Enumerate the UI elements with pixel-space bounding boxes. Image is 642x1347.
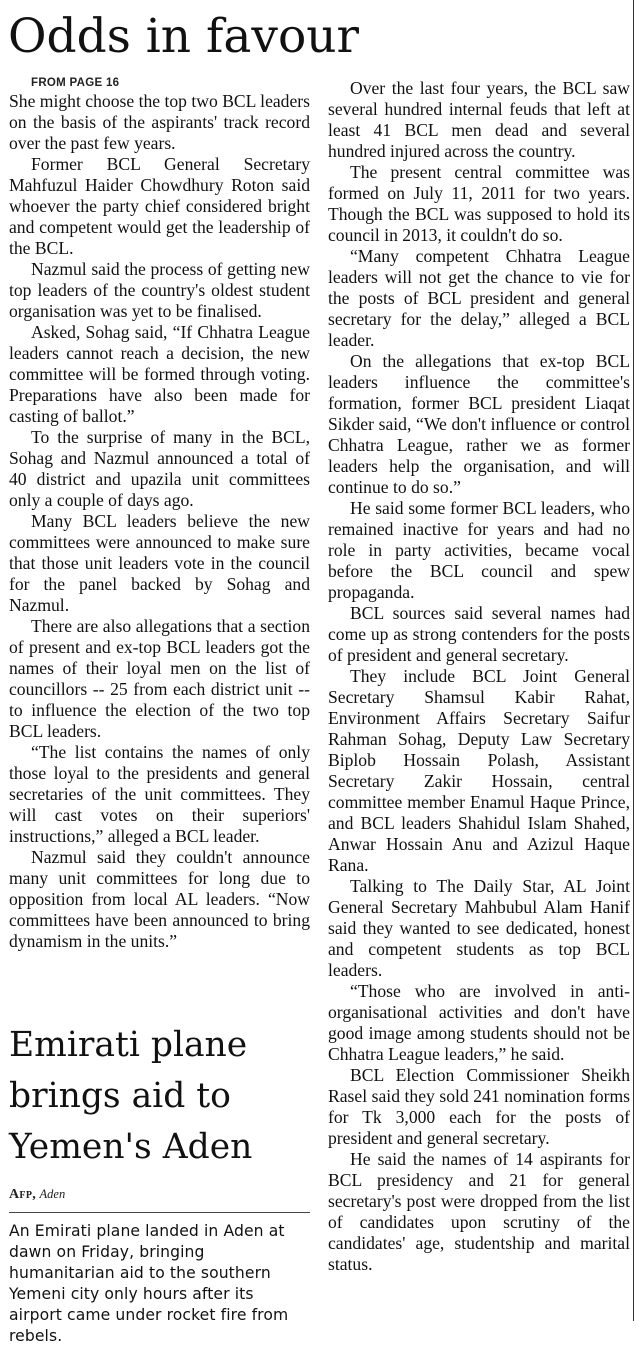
paragraph: There are also allegations that a section of present and ex-top BCL leaders got the names of their loyal men on the list of councillors -- 25 from each district unit -- to influence the election of the two top BCL leaders. xyxy=(9,616,310,741)
paragraph: Nazmul said the process of getting new top leaders of the country's oldest student organisation was yet to be finalised. xyxy=(9,259,310,321)
paragraph: They include BCL Joint General Secretary Shamsul Kabir Rahat, Environment Affairs Secretary Saifur Rahman Sohag, Deputy Law Secretary Biplob Hossain Polash, Assistant Secretary Zakir Hossain, central committee member Enamul Haque Prince, and BCL leaders Shahidul Islam Shahed, Anwar Hossain Anu and Azizul Haque Rana. xyxy=(328,666,630,875)
paragraph: To the surprise of many in the BCL, Sohag and Nazmul announced a total of 40 district and upazila unit committees only a couple of days ago. xyxy=(9,427,310,510)
paragraph: Over the last four years, the BCL saw several hundred internal feuds that left at least 41 BCL men dead and several hundred injured across the country. xyxy=(328,78,630,161)
paragraph: She might choose the top two BCL leaders on the basis of the aspirants' track record over the past few years. xyxy=(9,91,310,153)
paragraph: “The list contains the names of only those loyal to the presidents and general secretaries of the unit committees. They will cast votes on their superiors' instructions,” alleged a BCL leader. xyxy=(9,742,310,846)
byline xyxy=(9,1185,310,1204)
paragraph: He said some former BCL leaders, who remained inactive for years and had no role in party activities, became vocal before the BCL council and spew propaganda. xyxy=(328,498,630,602)
paragraph: Talking to The Daily Star, AL Joint General Secretary Mahbubul Alam Hanif said they wanted to see dedicated, honest and competent students as top BCL leaders. xyxy=(328,876,630,980)
second-story-body: An Emirati plane landed in Aden at dawn on Friday, bringing humanitarian aid to the southern Yemeni city only hours after its airport came under rocket fire from rebels. xyxy=(9,1222,289,1345)
paragraph: Asked, Sohag said, “If Chhatra League leaders cannot reach a decision, the new committee will be formed through voting. Preparations have also been made for casting of ballot.” xyxy=(9,322,310,426)
paragraph: Many BCL leaders believe the new committees were announced to make sure that those unit leaders vote in the council for the panel backed by Sohag and Nazmul. xyxy=(9,511,310,615)
paragraph: BCL sources said several names had come up as strong contenders for the posts of president and general secretary. xyxy=(328,603,630,665)
paragraph: He said the names of 14 aspirants for BCL presidency and 21 for general secretary's post were dropped from the list of candidates upon scrutiny of the candidates' age, studentship and marital status. xyxy=(328,1149,630,1274)
article-column-right xyxy=(328,78,630,1275)
page-title: Odds in favour xyxy=(8,9,360,64)
paragraph: Nazmul said they couldn't announce many unit committees for long due to opposition from local AL leaders. “Now committees have been announced to bring dynamism in the units.” xyxy=(9,847,310,951)
paragraph: On the allegations that ex-top BCL leaders influence the committee's formation, former BCL president Liaqat Sikder said, “We don't influence or control Chhatra League, rather we as former leaders help the organisation, and will continue to do so.” xyxy=(328,351,630,497)
byline-place: Aden xyxy=(39,1187,66,1201)
article-column-left xyxy=(9,76,310,952)
paragraph: “Those who are involved in anti-organisational activities and don't have good image among students should not be Chhatra League leaders,” he said. xyxy=(328,981,630,1064)
continued-from-label: FROM PAGE 16 xyxy=(31,77,120,89)
byline-agency: Afp, xyxy=(9,1187,37,1202)
paragraph: “Many competent Chhatra League leaders will not get the chance to vie for the posts of BCL president and general secretary for the delay,” alleged a BCL leader. xyxy=(328,246,630,350)
paragraph: Former BCL General Secretary Mahfuzul Haider Chowdhury Roton said whoever the party chief considered bright and competent would get the leadership of the BCL. xyxy=(9,154,310,258)
paragraph: The present central committee was formed on July 11, 2011 for two years. Though the BCL was supposed to hold its council in 2013, it couldn't do so. xyxy=(328,162,630,245)
column-rule xyxy=(633,0,634,1321)
second-story xyxy=(9,1020,310,1347)
second-story-headline: Emirati plane brings aid to Yemen's Aden xyxy=(9,1025,253,1167)
byline-divider xyxy=(9,1212,310,1213)
paragraph: BCL Election Commissioner Sheikh Rasel said they sold 241 nomination forms for Tk 3,000 each for the posts of president and general secretary. xyxy=(328,1065,630,1148)
